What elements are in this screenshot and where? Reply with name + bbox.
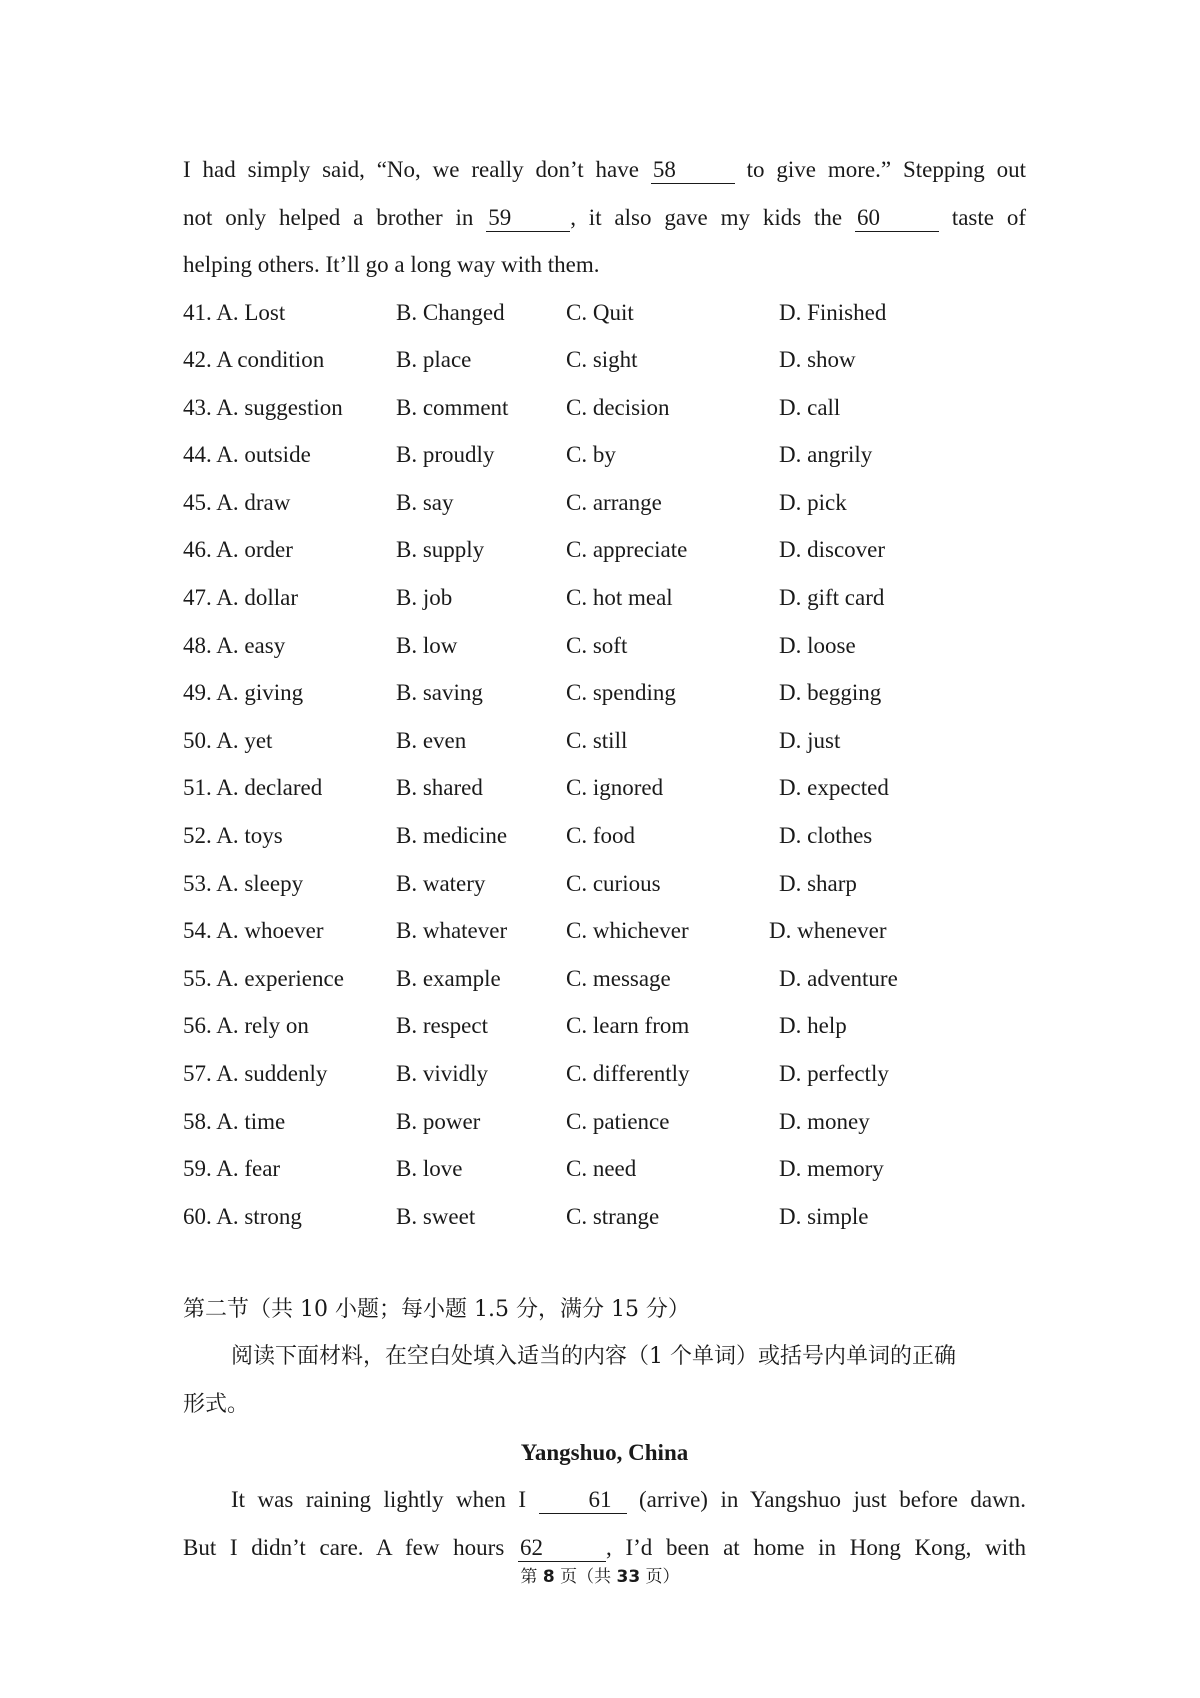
option-row: 47. A. dollar B. job C. hot meal D. gift card <box>183 585 885 611</box>
option-row: 45. A. draw B. say C. arrange D. pick <box>183 489 847 515</box>
page-footer: 第 8 页（共 33 页） <box>520 1567 680 1587</box>
option-row: 41. A. Lost B. Changed C. Quit D. Finished <box>183 299 887 325</box>
section-instruction-cont: 形式。 <box>183 1392 250 1418</box>
option-row: 57. A. suddenly B. vividly C. differently D. perfectly <box>183 1061 889 1086</box>
option-row: 46. A. order B. supply C. appreciate D. discover <box>183 537 886 563</box>
option-row: 58. A. time B. power C. patience D. money <box>183 1108 870 1134</box>
page-content <box>183 146 1026 1571</box>
option-row: 44. A. outside B. proudly C. by D. angrily <box>183 442 873 468</box>
story-line-2: But I didn’t care. A few hours 62 , I’d been at home in Hong Kong, with <box>183 1534 1027 1560</box>
blank-59: 59 <box>486 205 570 232</box>
option-row: 53. A. sleepy B. watery C. curious D. sharp <box>183 870 857 896</box>
option-row: 55. A. experience B. example C. message D. adventure <box>183 965 898 991</box>
story-line-1: It was raining lightly when I 61 (arrive) in Yangshuo just before dawn. <box>231 1487 1026 1513</box>
section-instruction: 阅读下面材料，在空白处填入适当的内容（1 个单词）或括号内单词的正确 <box>231 1344 956 1370</box>
option-row: 43. A. suggestion B. comment C. decision D. call <box>183 394 841 420</box>
blank-62: 62 <box>518 1535 606 1562</box>
option-row: 42. A condition B. place C. sight D. show <box>183 347 856 373</box>
blank-61: 61 <box>539 1487 627 1514</box>
option-row: 52. A. toys B. medicine C. food D. clothes <box>183 823 873 849</box>
section-heading: 第二节（共 10 小题；每小题 1.5 分，满分 15 分） <box>183 1297 690 1323</box>
current-page-number: 8 <box>542 1567 555 1587</box>
option-row: 59. A. fear B. love C. need D. memory <box>183 1156 884 1182</box>
passage-line-2: not only helped a brother in 59 , it also gave my kids the 60 taste of <box>183 204 1026 230</box>
blank-58: 58 <box>651 157 735 184</box>
story-passage <box>183 1476 1026 1571</box>
option-row: 48. A. easy B. low C. soft D. loose <box>183 632 856 658</box>
option-row: 49. A. giving B. saving C. spending D. begging <box>183 680 882 706</box>
answer-options-list <box>183 289 1026 1241</box>
passage-line-3: helping others. It’ll go a long way with them. <box>183 252 600 277</box>
option-row: 51. A. declared B. shared C. ignored D. expected <box>183 775 889 801</box>
option-row: 56. A. rely on B. respect C. learn from D. help <box>183 1013 847 1039</box>
option-row: 54. A. whoever B. whatever C. whichever D. whenever <box>183 918 887 944</box>
passage-title: Yangshuo, China <box>520 1440 689 1466</box>
passage-line-1: I had simply said, “No, we really don’t have 58 to give more.” Stepping out <box>183 157 1026 182</box>
blank-60: 60 <box>855 205 939 232</box>
passage-ending <box>183 146 1026 289</box>
option-row: 60. A. strong B. sweet C. strange D. simple <box>183 1203 869 1229</box>
option-row: 50. A. yet B. even C. still D. just <box>183 727 841 753</box>
total-page-count: 33 <box>616 1567 641 1587</box>
